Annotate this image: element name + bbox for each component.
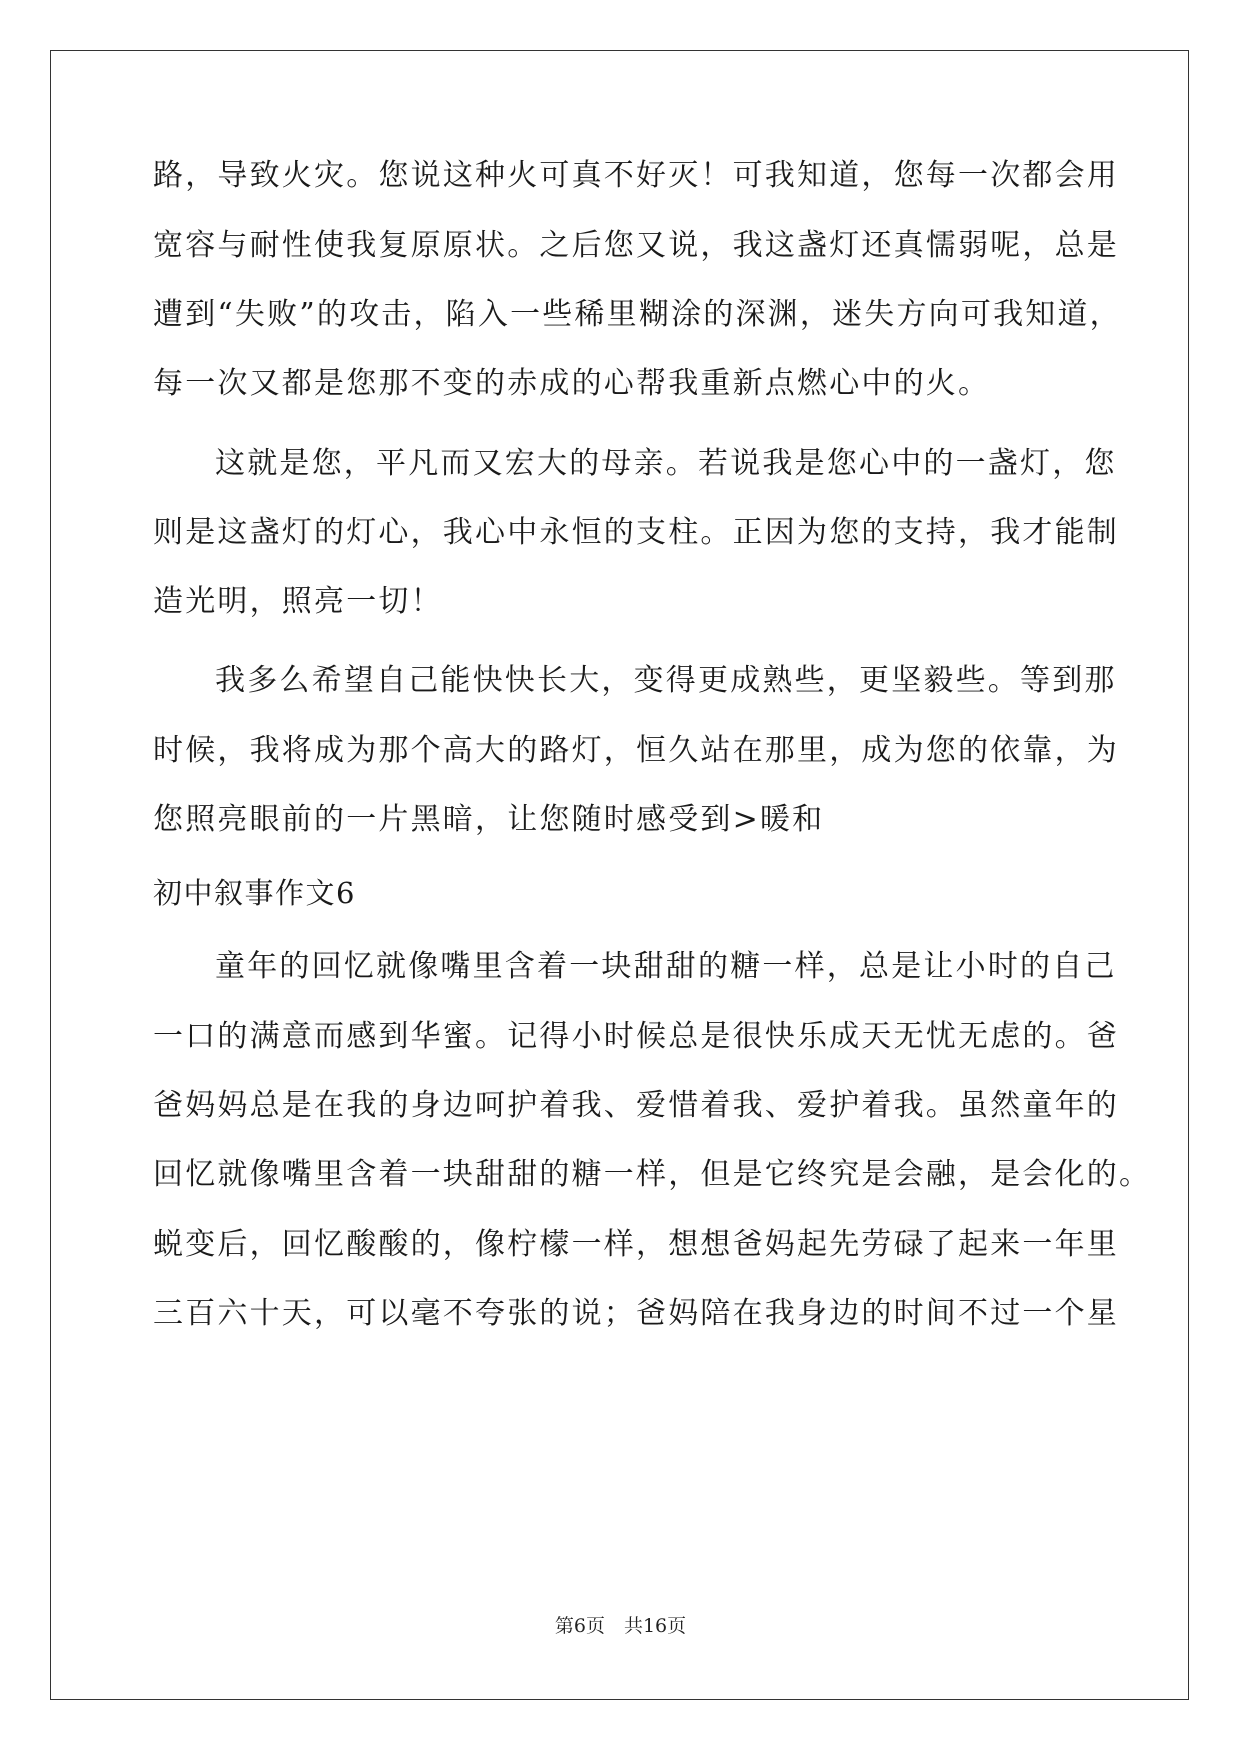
paragraph-line: 蜕变后，回忆酸酸的，像柠檬一样，想想爸妈起先劳碌了起来一年里 [153,1227,1119,1262]
paragraph-line: 造光明，照亮一切！ [153,584,443,619]
paragraph-line: 童年的回忆就像嘴里含着一块甜甜的糖一样，总是让小时的自己 [215,949,1117,984]
paragraph-line: 每一次又都是您那不变的赤成的心帮我重新点燃心中的火。 [153,366,991,401]
paragraph-line: 回忆就像嘴里含着一块甜甜的糖一样，但是它终究是会融，是会化的。 [153,1157,1152,1192]
section-heading: 初中叙事作文6 [153,876,356,910]
paragraph-line: 则是这盏灯的灯心，我心中永恒的支柱。正因为您的支持，我才能制 [153,515,1119,550]
paragraph-line: 我多么希望自己能快快长大，变得更成熟些，更坚毅些。等到那 [215,663,1117,698]
paragraph-line: 时候，我将成为那个高大的路灯，恒久站在那里，成为您的依靠，为 [153,733,1119,768]
paragraph-line: 一口的满意而感到华蜜。记得小时候总是很快乐成天无忧无虑的。爸 [153,1019,1119,1054]
paragraph-line: 遭到“失败”的攻击，陷入一些稀里糊涂的深渊，迷失方向可我知道， [153,297,1122,332]
paragraph-line: 爸妈妈总是在我的身边呵护着我、爱惜着我、爱护着我。虽然童年的 [153,1088,1119,1123]
paragraph-line: 宽容与耐性使我复原原状。之后您又说，我这盏灯还真懦弱呢，总是 [153,228,1119,263]
paragraph-line: 这就是您，平凡而又宏大的母亲。若说我是您心中的一盏灯，您 [215,446,1117,481]
paragraph-line: 您照亮眼前的一片黑暗，让您随时感受到>暖和 [153,802,825,837]
page-number-footer: 第6页 共16页 [554,1615,687,1637]
paragraph-line: 路，导致火灾。您说这种火可真不好灭！可我知道，您每一次都会用 [153,158,1119,193]
paragraph-line: 三百六十天，可以毫不夸张的说；爸妈陪在我身边的时间不过一个星 [153,1296,1119,1331]
